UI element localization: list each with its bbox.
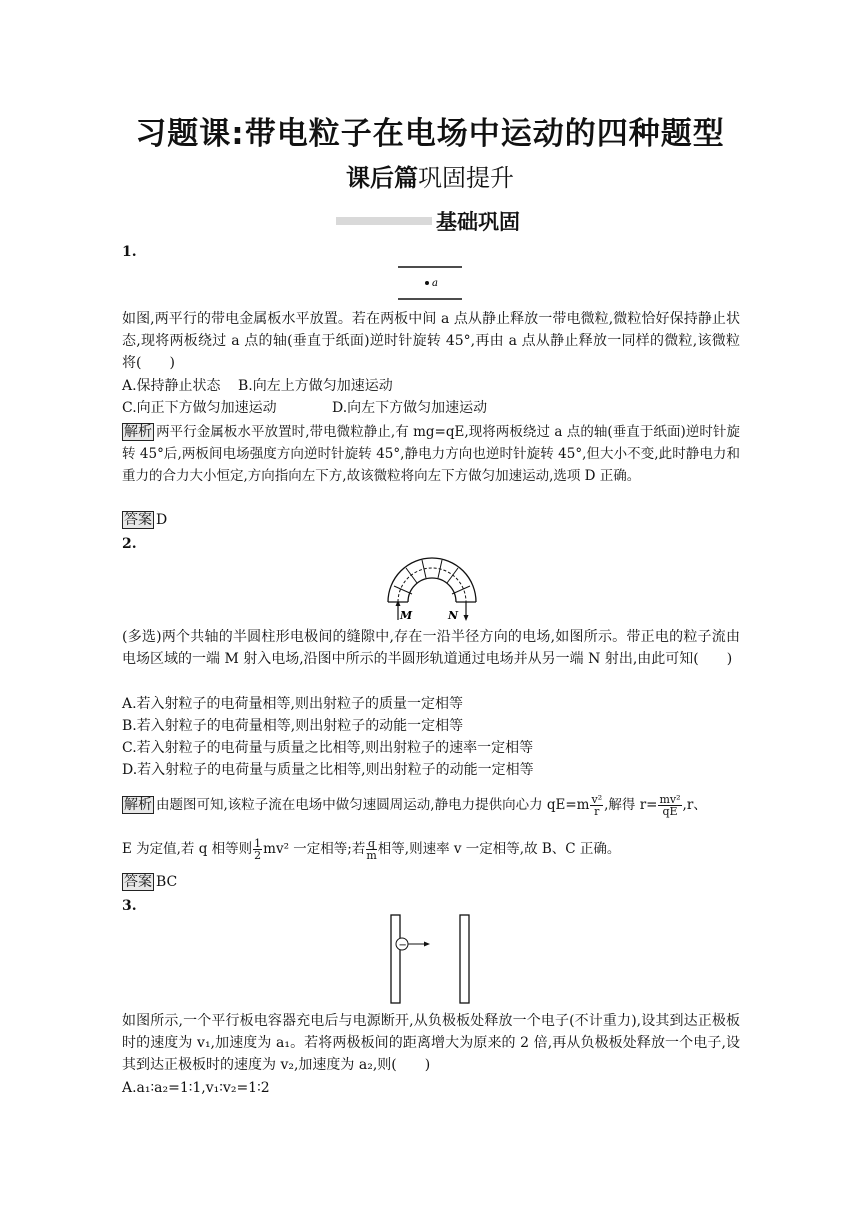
- q2-option-d: D.若入射粒子的电荷量与质量之比相等,则出射粒子的动能一定相等: [122, 762, 534, 778]
- q1-answer: [122, 510, 167, 530]
- subtitle-bold: 课后篇: [346, 164, 418, 192]
- section-header: [336, 204, 520, 238]
- q1-figure: [398, 264, 462, 304]
- section-bar: [336, 217, 432, 225]
- q3-positive-plate: [460, 915, 469, 1003]
- q2-inner-electrode: [408, 578, 456, 602]
- q2-label-M: M: [400, 609, 413, 622]
- q1-option-a: A.保持静止状态: [122, 378, 221, 394]
- q2-figure: [384, 556, 480, 622]
- q1-analysis: [122, 421, 740, 487]
- q1-stem: 如图,两平行的带电金属板水平放置。若在两板中间 a 点从静止释放一带电微粒,微粒恰好保持静止状态,现将两板绕过 a 点的轴(垂直于纸面)逆时针旋转 45°,再由 a 点从静止释放一同样的微粒,该微粒将( ): [122, 311, 740, 371]
- q2-option-c: C.若入射粒子的电荷量与质量之比相等,则出射粒子的速率一定相等: [122, 740, 534, 756]
- q2-analysis-line2: E 为定值,若 q 相等则 $\frac{1}{2}$ mv² 一定相等;若 $\frac{q}{m}$ 相等,则速率 v 一定相等,故 B、C 正确。: [122, 837, 621, 862]
- subtitle-rest: 巩固提升: [418, 164, 514, 192]
- q3-arrow: [424, 942, 430, 947]
- q2-option-b: B.若入射粒子的电荷量相等,则出射粒子的动能一定相等: [122, 718, 464, 734]
- q1-option-c: C.向正下方做匀加速运动: [122, 400, 277, 416]
- q1-point-a: [425, 281, 429, 285]
- fraction: $\frac{q}{m}$: [366, 837, 377, 862]
- q1-option-d: D.向左下方做匀加速运动: [332, 400, 488, 416]
- q3-option-a: A.a₁∶a₂=1∶1,v₁∶v₂=1∶2: [122, 1080, 270, 1096]
- q3-electron-sign: −: [398, 940, 407, 951]
- answer-tag: 答案: [124, 512, 152, 528]
- section-title: 基础巩固: [436, 210, 520, 234]
- q3-stem: 如图所示,一个平行板电容器充电后与电源断开,从负极板处释放一个电子(不计重力),设其到达正极板时的速度为 v₁,加速度为 a₁。若将两极板间的距离增大为原来的 2 倍,再从负极板处释放一个电子,设其到达正极板时的速度为 v₂,加速度为 a₂,则( ): [122, 1013, 740, 1073]
- fraction: $\frac{\text{v²}}{r}$: [591, 793, 603, 818]
- q2-number: 2.: [122, 536, 137, 552]
- analysis-tag: 解析: [124, 797, 152, 813]
- q1-analysis-text: 两平行金属板水平放置时,带电微粒静止,有 mg=qE,现将两板绕过 a 点的轴(垂直于纸面)逆时针旋转 45°后,两板间电场强度方向逆时针旋转 45°,静电力方向也逆时针旋转 45°,但大小不变,此时静电力和重力的合力大小恒定,方向指向左下方,故该微粒将向左下方做匀加速运动,选项 D 正确。: [122, 424, 740, 484]
- q3-negative-plate: [391, 915, 400, 1003]
- q2-answer-text: BC: [156, 874, 178, 890]
- q2-outer-electrode: [388, 558, 476, 602]
- q2-option-a: A.若入射粒子的电荷量相等,则出射粒子的质量一定相等: [122, 696, 464, 712]
- q2-stem: (多选)两个共轴的半圆柱形电极间的缝隙中,存在一沿半径方向的电场,如图所示。带正电的粒子流由电场区域的一端 M 射入电场,沿图中所示的半圆形轨道通过电场并从另一端 N 射出,由此可知( ): [122, 629, 740, 667]
- analysis-tag: 解析: [124, 424, 153, 440]
- q3-figure: [384, 914, 476, 1006]
- q1-number: 1.: [122, 244, 137, 260]
- fraction: $\frac{1}{2}$: [254, 837, 262, 862]
- fraction: $\frac{\text{mv²}}{qE}$: [659, 793, 681, 818]
- q3-number: 3.: [122, 898, 137, 914]
- q2-field-lines: [394, 560, 470, 594]
- page-subtitle: [0, 158, 860, 193]
- q2-analysis-line1: 解析 由题图可知,该粒子流在电场中做匀速圆周运动,静电力提供向心力 qE=m $\frac{\text{v²}}{r}$ ,解得 r= $\frac{\text{mv²}}{qE}$ ,r、: [124, 793, 707, 818]
- q1-answer-text: D: [156, 512, 168, 528]
- q2-answer: [122, 872, 177, 892]
- page-title: 习题课:带电粒子在电场中运动的四种题型: [135, 116, 725, 152]
- answer-tag: 答案: [124, 874, 152, 890]
- q1-option-b: B.向左上方做匀加速运动: [238, 378, 393, 394]
- q2-label-N: N: [448, 609, 459, 622]
- q1-label-a: a: [432, 278, 438, 289]
